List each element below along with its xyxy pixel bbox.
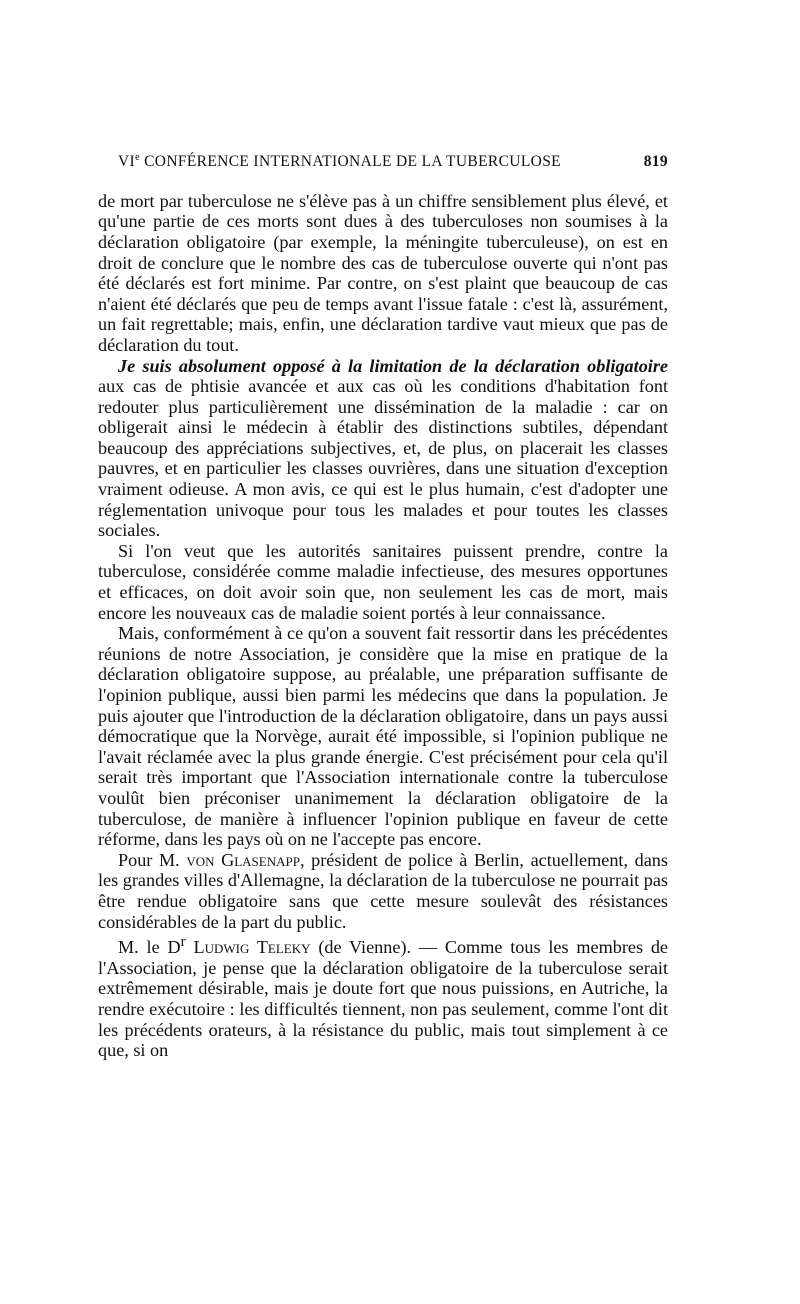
paragraph-3-text: Si l'on veut que les autorités sanitaires puissent prendre, contre la tuberculose, considérée comme maladie infectieuse, des mesures opportunes et efficaces, on doit avoir soin que, non seulement les cas de mort, mais encore les nouveaux cas de maladie soient portés à leur connaissance. [98, 540, 668, 623]
paragraph-6 [98, 932, 668, 1061]
paragraph-3 [98, 541, 668, 623]
paragraph-1-text: de mort par tuberculose ne s'élève pas à un chiffre sensiblement plus élevé, et qu'une partie de ces morts sont dues à des tuberculoses non soumises à la déclaration obligatoire (par exemple, la méningite tuberculeuse), on est en droit de conclure que le nombre des cas de tuberculose ouverte qui n'ont pas été déclarés est fort minime. Par contre, on s'est plaint que beaucoup de cas n'aient été déclarés que peu de temps avant l'issue fatale : c'est là, assurément, un fait regrettable; mais, enfin, une déclaration tardive vaut mieux que pas de déclaration du tout. [98, 190, 668, 355]
header-prefix: VI [118, 153, 136, 171]
paragraph-4 [98, 623, 668, 850]
header-prefix-sup: e [135, 152, 140, 163]
paragraph-2-text: aux cas de phtisie avancée et aux cas où les conditions d'habitation font redouter plus particulièrement une dissémination de la maladie : car on obligerait ainsi le médecin à établir des distinctions subtiles, dépendant beaucoup des appréciations subjectives, et, de plus, on placerait les classes pauvres, et en particulier les classes ouvrières, dans une situation d'exception vraiment odieuse. A mon avis, ce qui est le plus humain, c'est d'adopter une réglementation univoque pour tous les malades et pour toutes les classes sociales. [98, 376, 668, 541]
page-number: 819 [643, 153, 668, 171]
paragraph-5-lead: Pour M. [118, 849, 187, 870]
header-title [118, 148, 561, 173]
paragraph-6-lead-sup: r [180, 933, 186, 951]
paragraph-6-lead: M. le D [118, 937, 181, 958]
paragraph-6-text: (de Vienne). — Comme tous les membres de l'Association, je pense que la déclaration obligatoire de la tuberculose serait extrêmement désirable, mais je doute fort que nous puissions, en Autriche, la rendre exécutoire : les difficultés tiennent, non pas seulement, comme l'ont dit les précédents orateurs, à la résistance du public, mais tout simplement à ce que, si on [98, 937, 668, 1061]
body-text [98, 191, 668, 1061]
header-title-text: CONFÉRENCE INTERNATIONALE DE LA TUBERCULOSE [139, 153, 561, 171]
running-header [98, 148, 668, 173]
paragraph-2 [98, 356, 668, 541]
paragraph-5-text: , président de police à Berlin, actuellement, dans les grandes villes d'Allemagne, la déclaration de la tuberculose ne pourrait pas être rendue obligatoire sans que cette mesure soulevât des résistances considérables de la part du public. [98, 849, 668, 932]
paragraph-4-text: Mais, conformément à ce qu'on a souvent fait ressortir dans les précédentes réunions de notre Association, je considère que la mise en pratique de la déclaration obligatoire suppose, au préalable, une préparation suffisante de l'opinion publique, aussi bien parmi les médecins que dans la population. Je puis ajouter que l'introduction de la déclaration obligatoire, dans un pays aussi démocratique que la Norvège, aurait été impossible, si l'opinion publique ne l'avait réclamée avec la plus grande énergie. C'est précisément pour cela qu'il serait très important que l'Association internationale contre la tuberculose voulût bien préconiser unanimement la déclaration obligatoire de la tuberculose, de manière à influencer l'opinion publique en faveur de cette réforme, dans les pays où on ne l'accepte pas encore. [98, 623, 668, 850]
paragraph-1 [98, 191, 668, 356]
speaker-name-glasenapp: von Glasenapp [186, 849, 300, 870]
page [98, 148, 668, 1061]
speaker-name-teleky: Ludwig Teleky [185, 937, 311, 958]
paragraph-5 [98, 850, 668, 932]
paragraph-2-emphasis: Je suis absolument opposé à la limitation de la déclaration obligatoire [118, 355, 668, 376]
